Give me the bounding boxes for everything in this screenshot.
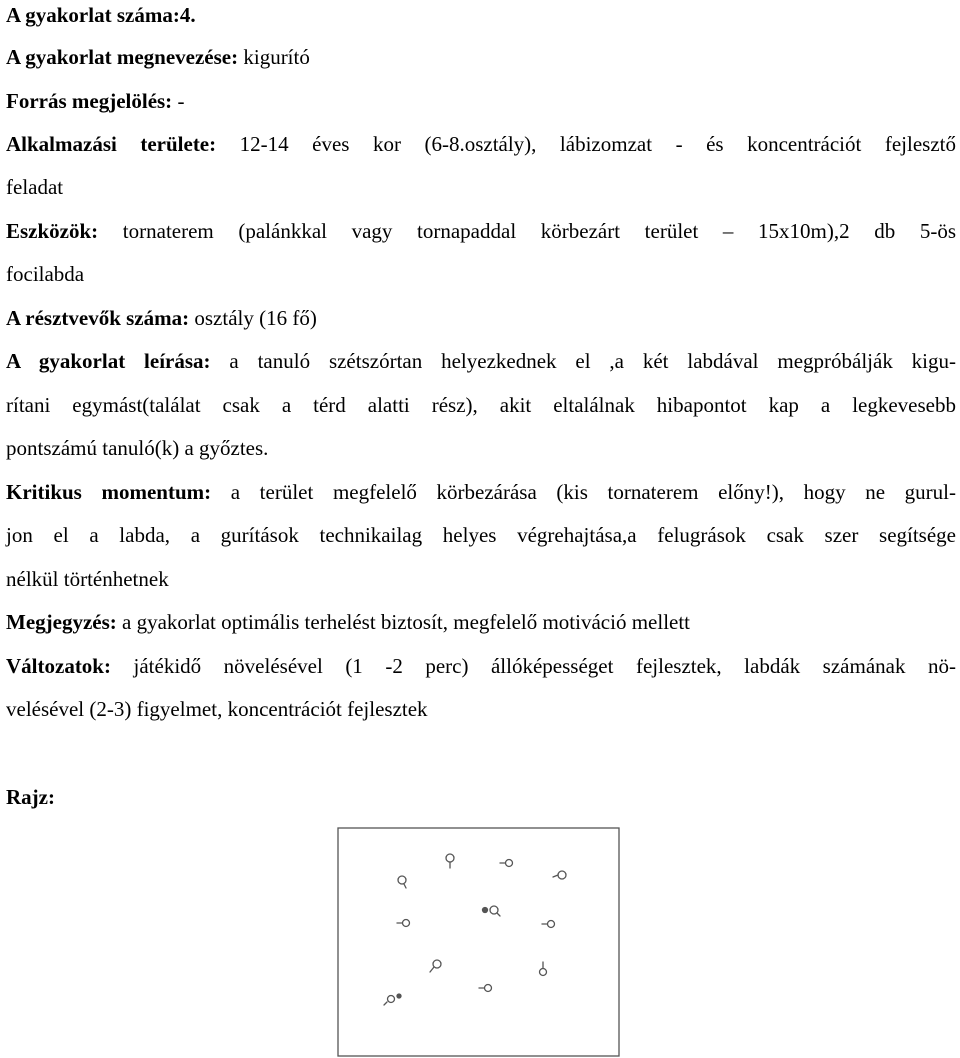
sketch-background: [334, 822, 626, 1058]
equipment-text-2: focilabda: [6, 262, 85, 286]
participants-label: A résztvevők száma:: [6, 306, 190, 330]
equipment-label: Eszközök:: [6, 219, 99, 243]
note: [6, 609, 690, 635]
drawing-label: Rajz:: [6, 785, 55, 809]
critical-label: Kritikus momentum:: [6, 480, 212, 504]
application-text-1: 12-14 éves kor (6-8.osztály), lábizomzat - és koncentrációt fejlesztő: [216, 132, 956, 156]
exercise-number-value: 4.: [179, 3, 196, 27]
application-label: Alkalmazási területe:: [6, 132, 217, 156]
variations-text-1: játékidő növelésével (1 -2 perc) állóképességet fejlesztek, labdák számának nö-: [110, 654, 956, 678]
variations-line-2: [6, 696, 428, 722]
critical-text-1: a terület megfelelő körbezárása (kis tornaterem előny!), hogy ne gurul-: [211, 480, 956, 504]
description-text-3: pontszámú tanuló(k) a győztes.: [6, 436, 269, 460]
note-label: Megjegyzés:: [6, 610, 117, 634]
critical-line-2: [6, 522, 956, 548]
critical-line-1: [6, 479, 956, 505]
exercise-name-value: kigurító: [238, 45, 310, 69]
source: [6, 88, 184, 114]
description-line-3: [6, 435, 268, 461]
description-label: A gyakorlat leírása:: [6, 349, 211, 373]
critical-text-2: jon el a labda, a gurítások technikailag helyes végrehajtása,a felugrások csak szer segítsége: [6, 523, 956, 547]
description-text-1: a tanuló szétszórtan helyezkednek el ,a két labdával megpróbálják kigu-: [210, 349, 957, 373]
source-label: Forrás megjelölés:: [6, 89, 173, 113]
variations-line-1: [6, 653, 956, 679]
variations-label: Változatok:: [6, 654, 111, 678]
critical-text-3: nélkül történhetnek: [6, 567, 169, 591]
exercise-number-label: A gyakorlat száma:: [6, 3, 180, 27]
description-text-2: rítani egymást(találat csak a térd alatti rész), akit eltalálnak hibapontot kap a legkevesebb: [6, 393, 956, 417]
application-line-2: [6, 174, 63, 200]
note-value: a gyakorlat optimális terhelést biztosít, megfelelő motiváció mellett: [116, 610, 691, 634]
description-line-2: [6, 392, 956, 418]
source-value: -: [172, 89, 185, 113]
participants-value: osztály (16 fő): [189, 306, 317, 330]
description-line-1: [6, 348, 956, 374]
equipment-line-2: [6, 261, 84, 287]
participants: [6, 305, 317, 331]
application-text-2: feladat: [6, 175, 64, 199]
exercise-number: [6, 2, 196, 28]
exercise-name: [6, 44, 310, 70]
variations-text-2: velésével (2-3) figyelmet, koncentrációt fejlesztek: [6, 697, 428, 721]
exercise-name-label: A gyakorlat megnevezése:: [6, 45, 239, 69]
application-line-1: [6, 131, 956, 157]
drawing-heading: [6, 784, 55, 810]
equipment-text-1: tornaterem (palánkkal vagy tornapaddal körbezárt terület – 15x10m),2 db 5-ös: [98, 219, 956, 243]
field-sketch: [334, 822, 626, 1058]
critical-line-3: [6, 566, 169, 592]
equipment-line-1: [6, 218, 956, 244]
